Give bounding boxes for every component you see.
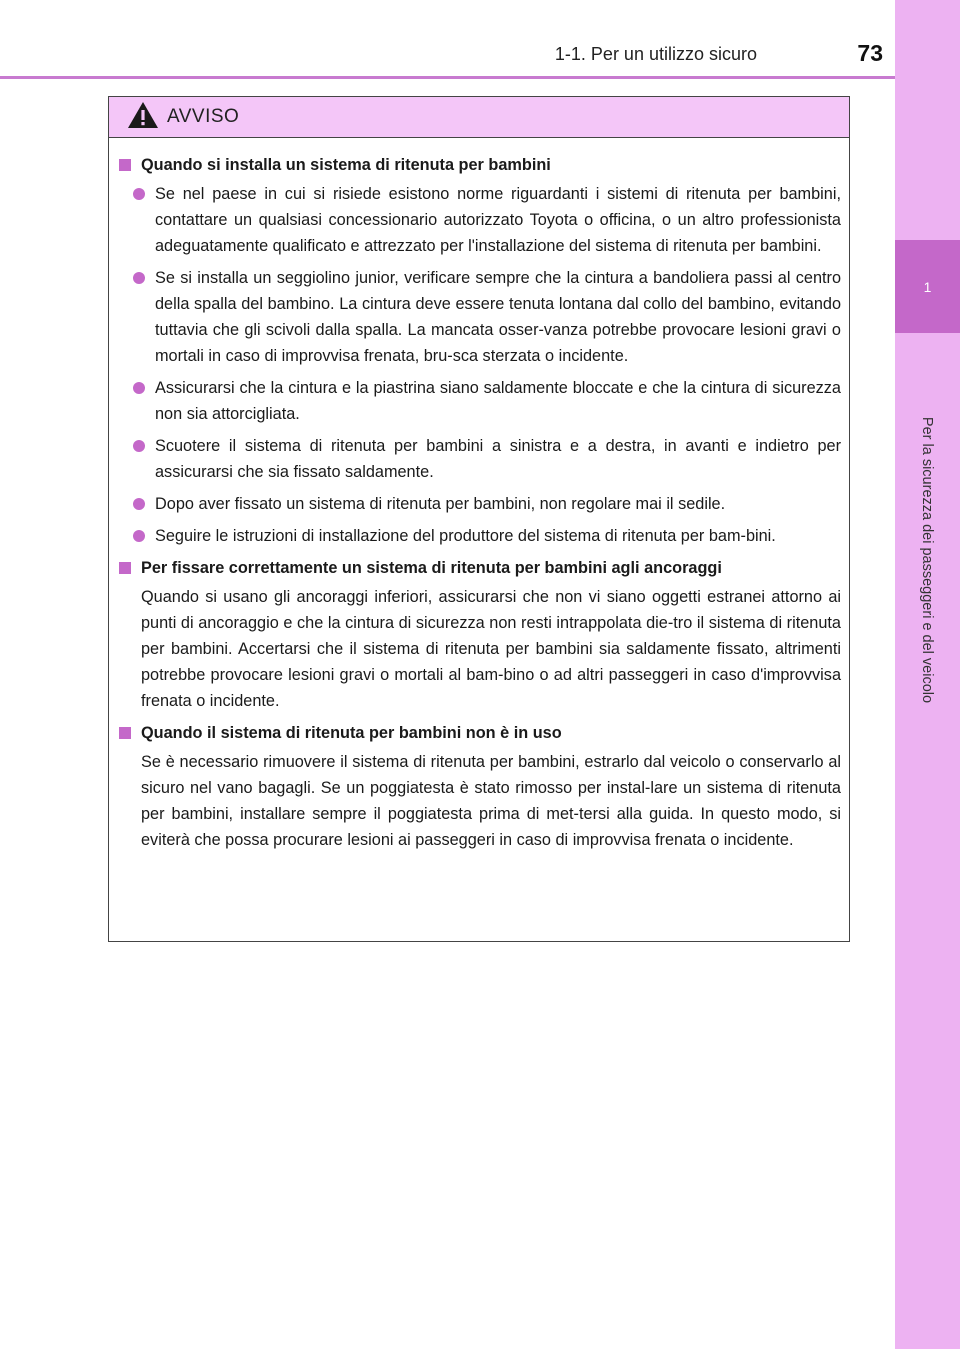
section-paragraph: Se è necessario rimuovere il sistema di ritenuta per bambini, estrarlo dal veicolo o conservarlo al sicuro nel vano bagagli. Se un poggiatesta è stato rimosso per instal-lare un sistema di ritenuta per bambini, installare sempre il poggiatesta prima di met-tersi alla guida. In questo modo, si eviterà che possa procurare lesioni ai passeggeri in caso di improvvisa frenata o incidente. bbox=[141, 753, 841, 849]
list-item: Se si installa un seggiolino junior, verificare sempre che la cintura a bandoliera passi al centro della spalla del bambino. La cintura deve essere tenuta lontana dal collo del bambino, evitando tuttavia che gli scivoli dalla spalla. La mancata osser-vanza potrebbe provocare lesioni gravi o mortali in caso di improvvisa frenata, bru-sca sterzata o incidente. bbox=[117, 265, 841, 369]
page-number: 73 bbox=[857, 40, 883, 66]
list-item: Dopo aver fissato un sistema di ritenuta per bambini, non regolare mai il sedile. bbox=[117, 491, 841, 517]
round-bullet-icon bbox=[133, 382, 145, 394]
list-item: Assicurarsi che la cintura e la piastrina siano saldamente bloccate e che la cintura di sicurezza non sia attorcigliata. bbox=[117, 375, 841, 427]
list-item: Seguire le istruzioni di installazione del produttore del sistema di ritenuta per bam-bini. bbox=[117, 523, 841, 549]
section-title: 1-1. Per un utilizzo sicuro bbox=[554, 44, 757, 64]
chapter-title: Per la sicurezza dei passeggeri e del veicolo bbox=[919, 416, 935, 704]
warning-body bbox=[109, 138, 849, 853]
warning-box bbox=[108, 96, 850, 942]
section-heading: Quando si installa un sistema di ritenuta per bambini bbox=[117, 152, 841, 178]
round-bullet-icon bbox=[133, 498, 145, 510]
chapter-side-tab bbox=[895, 0, 960, 1349]
square-bullet-icon bbox=[119, 159, 131, 171]
square-bullet-icon bbox=[119, 727, 131, 739]
chapter-number-box bbox=[895, 240, 960, 333]
header-rule bbox=[0, 76, 895, 79]
section-installation bbox=[117, 152, 841, 549]
round-bullet-icon bbox=[133, 272, 145, 284]
section-heading: Per fissare correttamente un sistema di ritenuta per bambini agli ancoraggi bbox=[117, 555, 841, 581]
warning-label: AVVISO bbox=[167, 106, 240, 127]
round-bullet-icon bbox=[133, 188, 145, 200]
chapter-number: 1 bbox=[923, 278, 932, 295]
square-bullet-icon bbox=[119, 562, 131, 574]
list-item: Se nel paese in cui si risiede esistono norme riguardanti i sistemi di ritenuta per bambini, contattare un qualsiasi concessionario autorizzato Toyota o officina, o un altro professionista adeguatamente qualificato e attrezzato per l'installazione del sistema di ritenuta per bambini. bbox=[117, 181, 841, 259]
round-bullet-icon bbox=[133, 530, 145, 542]
section-heading: Quando il sistema di ritenuta per bambini non è in uso bbox=[117, 720, 841, 746]
section-paragraph: Quando si usano gli ancoraggi inferiori, assicurarsi che non vi siano oggetti estranei attorno ai punti di ancoraggio e che la cintura di sicurezza non resti intrappolata die-tro il sistema di ritenuta per bambini. Accertarsi che il sistema di ritenuta per bambini sia saldamente fissato, altrimenti potrebbe provocare lesioni gravi o mortali al bam-bino o ad altri passeggeri in caso d'improvvisa frenata o incidente. bbox=[141, 588, 841, 710]
section-not-in-use bbox=[117, 720, 841, 853]
section-anchors bbox=[117, 555, 841, 714]
page-header bbox=[0, 0, 895, 78]
list-item: Scuotere il sistema di ritenuta per bambini a sinistra e a destra, in avanti e indietro per assicurarsi che sia fissato saldamente. bbox=[117, 433, 841, 485]
warning-triangle-icon bbox=[127, 101, 159, 129]
warning-header bbox=[109, 97, 849, 138]
round-bullet-icon bbox=[133, 440, 145, 452]
